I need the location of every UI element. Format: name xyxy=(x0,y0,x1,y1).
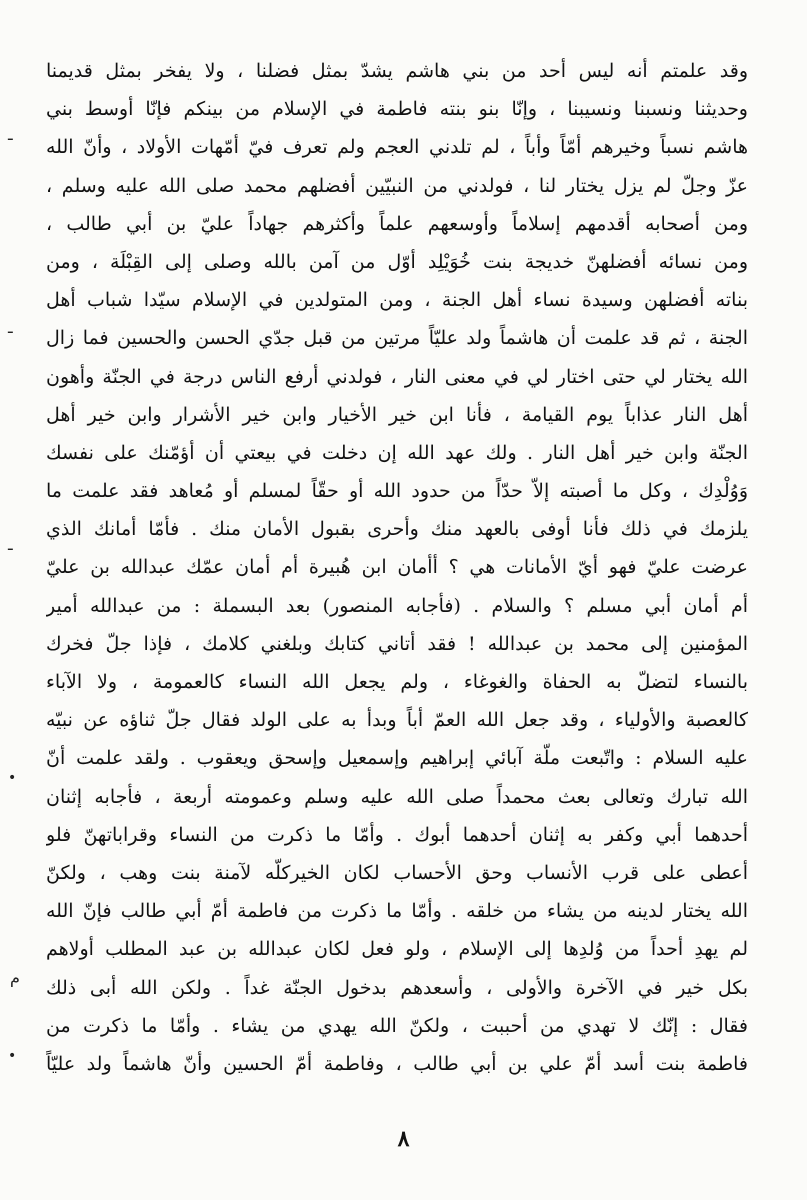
text-line: لم يهدِ أحداً من وُلدِها إلى الإسلام ، ولو فعل لكان عبدالله بن عبد المطلب أولاهم xyxy=(46,938,748,961)
text-line: هاشم نسباً وخيرهم أمّاً وأباً ، لم تلدني العجم ولم تعرف فيّ أمّهات الأولاد ، وأنّ الله xyxy=(46,136,748,159)
text-line: عليه السلام : واتّبعت ملّة آبائي إبراهيم وإسمعيل وإسحق ويعقوب . ولقد علمت أنّ xyxy=(46,747,748,770)
text-line: وَوُلْدِك ، وكل ما أصبته إلاّ حدّاً من حدود الله أو حقّاً لمسلم أو مُعاهد فقد علمت ما xyxy=(46,480,748,503)
text-line: عرضت عليّ فهو أيّ الأمانات هي ؟ أأمان ابن هُبيرة أم أمان عمّك عبدالله بن عليّ xyxy=(46,556,748,579)
margin-mark: ـ xyxy=(8,535,13,554)
document-body xyxy=(46,52,748,1083)
text-line: أهل النار عذاباً يوم القيامة ، فأنا ابن خير الأخيار وابن خير الأشرار وابن خير أهل xyxy=(46,403,748,426)
text-line: يلزمك في ذلك فأنا أوفى بالعهد منك وأحرى بقبول الأمان منك . فأمّا أمانك الذي xyxy=(46,518,748,541)
text-line: ومن أصحابه أقدمهم إسلاماً وأوسعهم علماً وأكثرهم جهاداً عليّ بن أبي طالب ، xyxy=(46,212,748,235)
margin-mark: • xyxy=(8,1048,17,1064)
margin-mark: ـ xyxy=(8,318,13,337)
margin-mark: م xyxy=(10,968,20,987)
text-line: المؤمنين إلى محمد بن عبدالله ! فقد أتاني كتابك وبلغني كلامك ، فإذا جلّ فخرك xyxy=(46,632,748,655)
text-line: فقال : إنّك لا تهدي من أحببت ، ولكنّ الله يهدي من يشاء . وأمّا ما ذكرت من xyxy=(46,1014,748,1037)
text-line: ومن نسائه أفضلهنّ خديجة بنت خُوَيْلِد أوّل من آمن بالله وصلى إلى القِبْلَة ، ومن xyxy=(46,250,748,273)
text-line: أحدهما أبي وكفر به إثنان أحدهما أبوك . وأمّا ما ذكرت من النساء وقراباتهنّ فلو xyxy=(46,823,748,846)
page-number: ٨ xyxy=(397,1126,410,1152)
text-line: أم أمان أبي مسلم ؟ والسلام . (فأجابه المنصور) بعد البسملة : من عبدالله أمير xyxy=(46,594,748,617)
margin-mark: • xyxy=(8,770,17,786)
text-line: أعطى على قرب الأنساب وحق الأحساب لكان الخيركلّه لآمنة بنت وهب ، ولكنّ xyxy=(46,861,748,884)
text-line: وحديثنا ونسبنا ونسيبنا ، وإنّا بنو بنته فاطمة في الإسلام من بينكم فإنّا أوسط بني xyxy=(46,98,748,121)
text-line: كالعصبة والأولياء ، وقد جعل الله العمّ أباً وبدأ به على الولد فقال جلّ ثناؤه عن نبيّه xyxy=(46,709,748,732)
margin-mark: ـ xyxy=(8,125,13,144)
text-line: فاطمة بنت أسد أمّ علي بن أبي طالب ، وفاطمة أمّ الحسين وأنّ هاشماً ولد عليّاً xyxy=(46,1052,748,1075)
text-line: بناته أفضلهن وسيدة نساء أهل الجنة ، ومن المتولدين في الإسلام سيّدا شباب أهل xyxy=(46,289,748,312)
text-line: الله يختار لدينه من يشاء من خلقه . وأمّا ما ذكرت من فاطمة أمّ أبي طالب فإنّ الله xyxy=(46,900,748,923)
text-line: الله يختار لي حتى اختار لي في معنى النار ، فولدني أرفع الناس درجة في الجنّة وأهون xyxy=(46,365,748,388)
text-line: وقد علمتم أنه ليس أحد من بني هاشم يشدّ بمثل فضلنا ، ولا يفخر بمثل قديمنا xyxy=(46,60,748,82)
text-line: عزّ وجلّ لم يزل يختار لنا ، فولدني من النبيّين أفضلهم محمد صلى الله عليه وسلم ، xyxy=(46,174,748,197)
text-line: بكل خير في الآخرة والأولى ، وأسعدهم بدخول الجنّة غداً . ولكن الله أبى ذلك xyxy=(46,976,748,999)
text-line: الجنة ، ثم قد علمت أن هاشماً ولد عليّاً مرتين من قبل جدّي الحسن والحسين فما زال xyxy=(46,327,748,350)
text-line: الجنّة وابن خير أهل النار . ولك عهد الله إن دخلت في بيعتي أن أؤمّنك على نفسك xyxy=(46,441,748,464)
text-line: بالنساء لتضلّ به الحفاة والغوغاء ، ولم يجعل الله النساء كالعمومة ، ولا الآباء xyxy=(46,671,748,693)
text-line: الله تبارك وتعالى بعث محمداً صلى الله عليه وسلم وعمومته أربعة ، فأجابه إثنان xyxy=(46,785,748,808)
